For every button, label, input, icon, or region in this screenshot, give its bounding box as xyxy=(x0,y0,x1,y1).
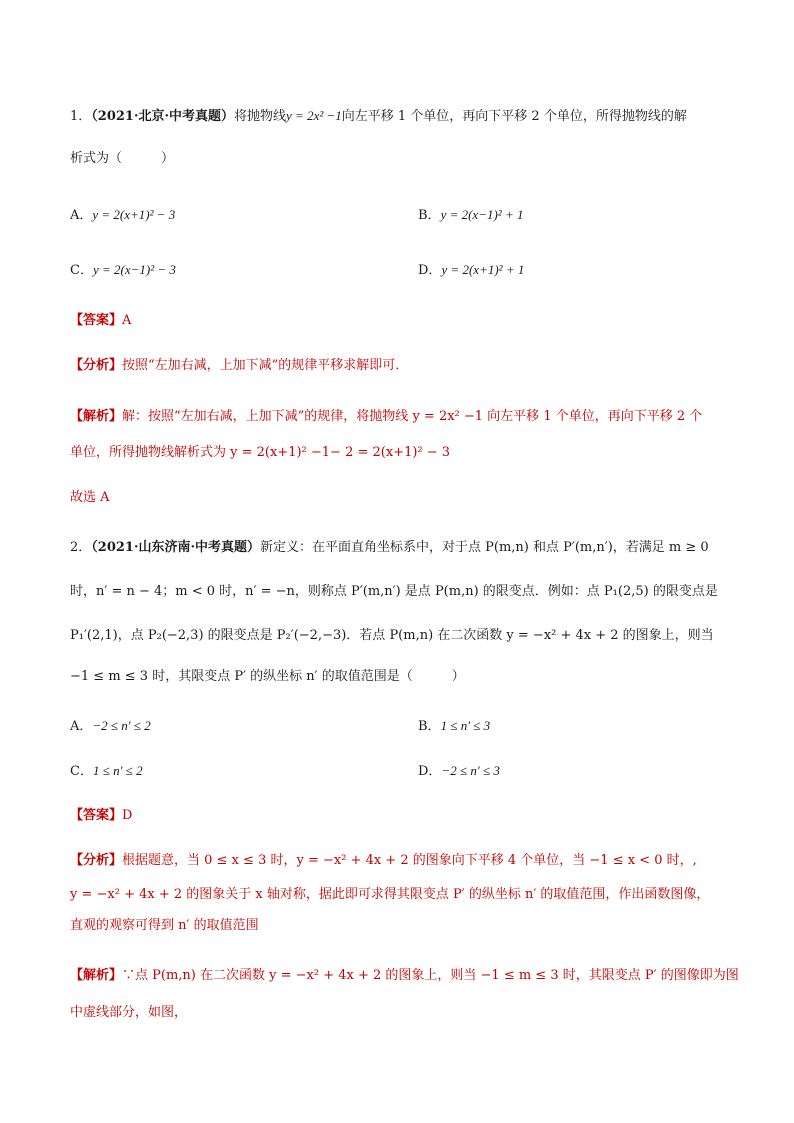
q2-stem-line1 xyxy=(70,538,709,558)
q1-analysis-tag: 【分析】 xyxy=(70,358,123,373)
q2-option-c: 1 ≤ n′ ≤ 2 xyxy=(92,763,143,778)
q2-source: （2021·山东济南·中考真题） xyxy=(91,540,261,555)
q2-option-d-label: D． xyxy=(418,764,442,779)
q2-analysis-line3: 直观的观察可得到 n′ 的取值范围 xyxy=(70,918,259,933)
q2-option-b xyxy=(418,716,490,737)
q2-answer-value: D xyxy=(122,808,133,823)
q2-analysis-line1 xyxy=(70,851,697,871)
q2-solution-tag: 【解析】 xyxy=(70,968,123,983)
q2-option-c-label: C． xyxy=(70,764,93,779)
q1-answer-value: A xyxy=(122,313,132,328)
q2-option-a: −2 ≤ n′ ≤ 2 xyxy=(92,718,151,733)
q2-option-row-2 xyxy=(70,761,500,782)
q1-answer xyxy=(70,311,131,331)
q1-option-b xyxy=(418,205,523,226)
q1-option-d xyxy=(418,260,524,281)
q2-number: 2． xyxy=(70,540,92,555)
q1-source: （2021·北京·中考真题） xyxy=(91,109,235,124)
q1-analysis-text: 按照“左加右减，上加下减”的规律平移求解即可． xyxy=(122,358,409,373)
q1-option-b-label: B． xyxy=(418,208,441,223)
q1-number: 1． xyxy=(70,109,92,124)
q2-stem-line2: 时，n′ = n − 4；m < 0 时，n′ = −n，则称点 P′(m,n′) 是点 P(m,n) 的限变点．例如：点 P₁(2,5) 的限变点是 xyxy=(70,584,718,599)
q2-stem-line3: P₁′(2,1)，点 P₂(−2,3) 的限变点是 P₂′(−2,−3)．若点 P(m,n) 在二次函数 y = −x² + 4x + 2 的图象上，则当 xyxy=(70,628,714,643)
q1-stem-a: 将抛物线 xyxy=(234,109,287,124)
q2-analysis-line2: y = −x² + 4x + 2 的图象关于 x 轴对称，据此即可求得其限变点 P′ 的纵坐标 n′ 的取值范围，作出函数图像， xyxy=(70,887,710,902)
q2-option-d-text: −2 ≤ n′ ≤ 3 xyxy=(441,763,500,778)
q1-option-d-label: D． xyxy=(418,263,442,278)
q1-analysis xyxy=(70,356,408,376)
q2-option-b-text: 1 ≤ n′ ≤ 3 xyxy=(440,718,491,733)
q1-solution-line1 xyxy=(70,407,702,427)
q1-option-a: y = 2(x+1)² − 3 xyxy=(92,207,176,222)
q1-answer-tag: 【答案】 xyxy=(70,313,123,328)
q1-option-c-label: C． xyxy=(70,263,93,278)
q1-option-b-text: y = 2(x−1)² + 1 xyxy=(440,207,524,222)
q2-solution-line1 xyxy=(70,966,739,986)
q2-analysis-text: 根据题意，当 0 ≤ x ≤ 3 时，y = −x² + 4x + 2 的图象向下平移 4 个单位，当 −1 ≤ x < 0 时，, xyxy=(122,853,697,868)
q2-stem-text: 新定义：在平面直角坐标系中，对于点 P(m,n) 和点 P′(m,n′)，若满足 m ≥ 0 xyxy=(260,540,709,555)
q1-stem-eq: y = 2x² −1 xyxy=(286,108,342,123)
q2-option-a-label: A． xyxy=(70,719,93,734)
q2-option-b-label: B． xyxy=(418,719,441,734)
q2-stem-line4: −1 ≤ m ≤ 3 时，其限变点 P′ 的纵坐标 n′ 的取值范围是（ ） xyxy=(70,669,465,684)
q2-solution-line2: 中虚线部分，如图， xyxy=(70,1005,188,1020)
q1-solution-tag: 【解析】 xyxy=(70,409,123,424)
q2-answer xyxy=(70,806,132,826)
q1-stem-b: 向左平移 1 个单位，再向下平移 2 个单位，所得抛物线的解 xyxy=(341,109,687,124)
q1-solution-line2: 单位，所得抛物线解析式为 y = 2(x+1)² −1− 2 = 2(x+1)² − 3 xyxy=(70,445,451,460)
q1-solution-text: 解：按照“左加右减，上加下减”的规律，将抛物线 y = 2x² −1 向左平移 1 个单位，再向下平移 2 个 xyxy=(122,409,703,424)
q1-stem-line1 xyxy=(70,106,687,127)
q1-option-d-text: y = 2(x+1)² + 1 xyxy=(441,262,525,277)
q2-solution-text: ∵点 P(m,n) 在二次函数 y = −x² + 4x + 2 的图象上，则当 −1 ≤ m ≤ 3 时，其限变点 P′ 的图像即为图 xyxy=(122,968,739,983)
q1-conclusion: 故选 A xyxy=(70,490,110,505)
q1-option-a-label: A． xyxy=(70,208,93,223)
q2-option-row-1 xyxy=(70,716,491,737)
q1-stem-line2: 析式为（ ） xyxy=(70,151,175,166)
q2-answer-tag: 【答案】 xyxy=(70,808,123,823)
q1-option-row-2 xyxy=(70,260,525,281)
q1-option-c: y = 2(x−1)² − 3 xyxy=(92,262,176,277)
q1-option-row-1 xyxy=(70,205,524,226)
q2-analysis-tag: 【分析】 xyxy=(70,853,123,868)
q2-option-d xyxy=(418,761,500,782)
